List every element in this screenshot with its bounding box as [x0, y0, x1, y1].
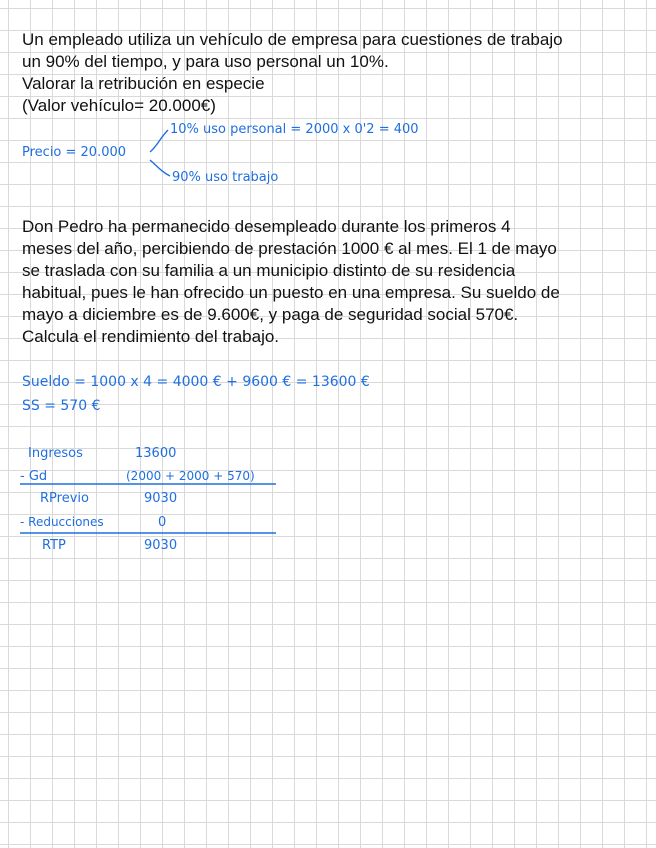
calc-label-ingresos: Ingresos — [28, 446, 83, 461]
problem-1-line: Un empleado utiliza un vehículo de empresa para cuestiones de trabajo — [22, 30, 563, 49]
problem-2-line: Don Pedro ha permanecido desempleado durante los primeros 4 — [22, 217, 511, 236]
handwritten-sueldo: Sueldo = 1000 x 4 = 4000 € + 9600 € = 13600 € — [22, 374, 370, 390]
calc-value-reducciones: 0 — [158, 515, 167, 530]
calc-value-ingresos: 13600 — [135, 446, 177, 461]
problem-2-line: se traslada con su familia a un municipio distinto de su residencia — [22, 261, 516, 280]
problem-1-line: un 90% del tiempo, y para uso personal un 10%. — [22, 52, 389, 71]
handwritten-uso-trabajo: 90% uso trabajo — [172, 170, 279, 185]
handwritten-precio: Precio = 20.000 — [22, 145, 127, 160]
problem-2-line: mayo a diciembre es de 9.600€, y paga de seguridad social 570€. — [22, 305, 519, 324]
calc-label-rtp: RTP — [42, 538, 66, 553]
problem-1-line: Valorar la retribución en especie — [22, 74, 265, 93]
problem-2-line: habitual, pues le han ofrecido un puesto en una empresa. Su sueldo de — [22, 283, 560, 302]
calc-value-rprevio: 9030 — [144, 491, 178, 506]
calc-value-gd: (2000 + 2000 + 570) — [126, 469, 255, 483]
problem-1-line: (Valor vehículo= 20.000€) — [22, 96, 216, 115]
calc-value-rtp: 9030 — [144, 538, 178, 553]
calc-label-reducciones: - Reducciones — [20, 515, 104, 529]
handwritten-ss: SS = 570 € — [22, 398, 101, 414]
handwritten-uso-personal: 10% uso personal = 2000 x 0'2 = 400 — [170, 122, 419, 137]
problem-2-line: Calcula el rendimiento del trabajo. — [22, 327, 280, 346]
problem-2-line: meses del año, percibiendo de prestación 1000 € al mes. El 1 de mayo — [22, 239, 557, 258]
calc-label-gd: - Gd — [20, 469, 48, 484]
calc-label-rprevio: RPrevio — [40, 491, 89, 506]
problem-2-statement — [22, 216, 634, 348]
